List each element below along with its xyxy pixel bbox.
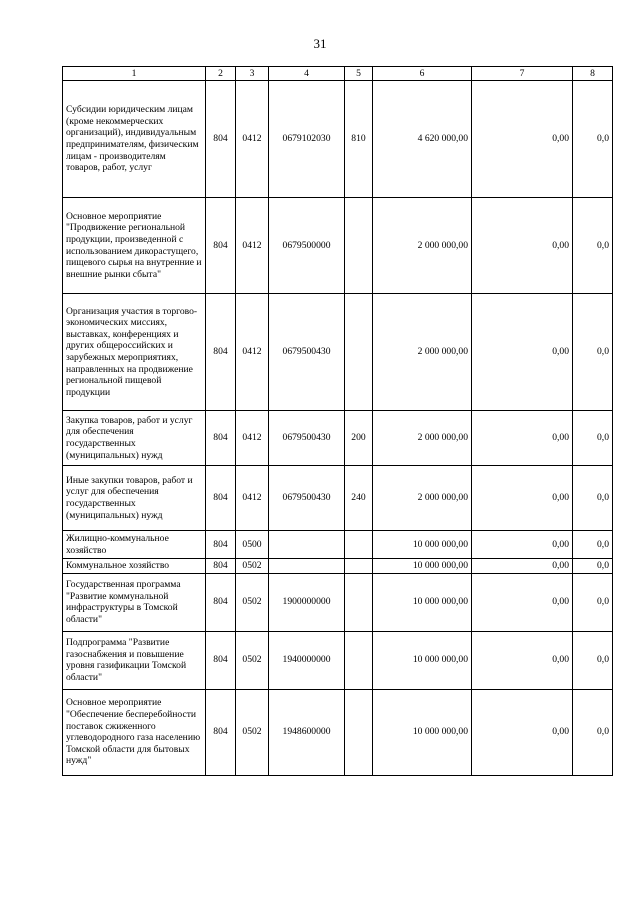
amount-cell: 0,00 xyxy=(472,631,573,689)
amount-cell: 0,00 xyxy=(472,689,573,775)
table-row xyxy=(63,631,613,689)
row-name-cell: Закупка товаров, работ и услуг для обеспечения государственных (муниципальных) нужд xyxy=(63,411,206,466)
table-row xyxy=(63,531,613,559)
ministry-code-cell: 804 xyxy=(206,466,236,531)
target-code-cell: 0679500430 xyxy=(269,294,345,411)
ministry-code-cell: 804 xyxy=(206,631,236,689)
ministry-code-cell: 804 xyxy=(206,294,236,411)
amount-cell: 10 000 000,00 xyxy=(373,573,472,631)
row-name-cell: Коммунальное хозяйство xyxy=(63,559,206,574)
header-cell: 6 xyxy=(373,67,472,81)
table-header-row xyxy=(63,67,613,81)
amount-cell: 10 000 000,00 xyxy=(373,631,472,689)
amount-cell: 0,0 xyxy=(573,689,613,775)
row-name-cell: Государственная программа "Развитие коммунальной инфраструктуры в Томской области" xyxy=(63,573,206,631)
target-code-cell: 0679500000 xyxy=(269,198,345,294)
section-code-cell: 0502 xyxy=(236,631,269,689)
table-row xyxy=(63,689,613,775)
amount-cell: 0,00 xyxy=(472,559,573,574)
header-cell: 7 xyxy=(472,67,573,81)
ministry-code-cell: 804 xyxy=(206,559,236,574)
amount-cell: 10 000 000,00 xyxy=(373,689,472,775)
section-code-cell: 0412 xyxy=(236,294,269,411)
amount-cell: 0,00 xyxy=(472,411,573,466)
expense-type-cell xyxy=(345,559,373,574)
header-cell: 5 xyxy=(345,67,373,81)
expense-type-cell xyxy=(345,573,373,631)
target-code-cell: 0679500430 xyxy=(269,411,345,466)
row-name-cell: Организация участия в торгово-экономических миссиях, выставках, конференциях и других общероссийских и зарубежных мероприятиях, направленных на продвижение региональной пищевой продукции xyxy=(63,294,206,411)
table-row xyxy=(63,81,613,198)
amount-cell: 0,00 xyxy=(472,466,573,531)
section-code-cell: 0412 xyxy=(236,81,269,198)
page-number: 31 xyxy=(313,36,327,51)
row-name-cell: Основное мероприятие "Продвижение региональной продукции, произведенной с использованием дикорастущего, пищевого сырья на внутренние и внешние рынки сбыта" xyxy=(63,198,206,294)
section-code-cell: 0412 xyxy=(236,198,269,294)
header-cell: 2 xyxy=(206,67,236,81)
ministry-code-cell: 804 xyxy=(206,689,236,775)
amount-cell: 0,00 xyxy=(472,573,573,631)
expense-type-cell xyxy=(345,294,373,411)
amount-cell: 2 000 000,00 xyxy=(373,411,472,466)
ministry-code-cell: 804 xyxy=(206,81,236,198)
expense-type-cell: 810 xyxy=(345,81,373,198)
table-row xyxy=(63,559,613,574)
amount-cell: 0,0 xyxy=(573,81,613,198)
amount-cell: 0,0 xyxy=(573,573,613,631)
header-cell: 1 xyxy=(63,67,206,81)
ministry-code-cell: 804 xyxy=(206,531,236,559)
amount-cell: 2 000 000,00 xyxy=(373,466,472,531)
amount-cell: 0,0 xyxy=(573,631,613,689)
row-name-cell: Основное мероприятие "Обеспечение бесперебойности поставок сжиженного углеводородного газа населению Томской области для бытовых нужд" xyxy=(63,689,206,775)
amount-cell: 0,00 xyxy=(472,294,573,411)
amount-cell: 10 000 000,00 xyxy=(373,531,472,559)
table-row xyxy=(63,411,613,466)
section-code-cell: 0500 xyxy=(236,531,269,559)
row-name-cell: Иные закупки товаров, работ и услуг для обеспечения государственных (муниципальных) нужд xyxy=(63,466,206,531)
header-cell: 4 xyxy=(269,67,345,81)
amount-cell: 0,0 xyxy=(573,294,613,411)
expense-type-cell xyxy=(345,689,373,775)
target-code-cell: 1940000000 xyxy=(269,631,345,689)
amount-cell: 0,00 xyxy=(472,198,573,294)
target-code-cell: 0679102030 xyxy=(269,81,345,198)
header-cell: 3 xyxy=(236,67,269,81)
amount-cell: 0,0 xyxy=(573,411,613,466)
table-row xyxy=(63,198,613,294)
amount-cell: 2 000 000,00 xyxy=(373,294,472,411)
amount-cell: 0,0 xyxy=(573,198,613,294)
section-code-cell: 0412 xyxy=(236,411,269,466)
amount-cell: 0,00 xyxy=(472,531,573,559)
expense-type-cell xyxy=(345,198,373,294)
target-code-cell: 1948600000 xyxy=(269,689,345,775)
amount-cell: 0,00 xyxy=(472,81,573,198)
section-code-cell: 0502 xyxy=(236,573,269,631)
target-code-cell: 0679500430 xyxy=(269,466,345,531)
budget-table xyxy=(62,66,613,776)
table-row xyxy=(63,573,613,631)
amount-cell: 10 000 000,00 xyxy=(373,559,472,574)
ministry-code-cell: 804 xyxy=(206,573,236,631)
expense-type-cell: 200 xyxy=(345,411,373,466)
expense-type-cell xyxy=(345,631,373,689)
ministry-code-cell: 804 xyxy=(206,411,236,466)
row-name-cell: Подпрограмма "Развитие газоснабжения и повышение уровня газификации Томской области" xyxy=(63,631,206,689)
target-code-cell: 1900000000 xyxy=(269,573,345,631)
amount-cell: 2 000 000,00 xyxy=(373,198,472,294)
ministry-code-cell: 804 xyxy=(206,198,236,294)
row-name-cell: Жилищно-коммунальное хозяйство xyxy=(63,531,206,559)
amount-cell: 4 620 000,00 xyxy=(373,81,472,198)
target-code-cell xyxy=(269,559,345,574)
table-row xyxy=(63,294,613,411)
expense-type-cell xyxy=(345,531,373,559)
amount-cell: 0,0 xyxy=(573,559,613,574)
header-cell: 8 xyxy=(573,67,613,81)
section-code-cell: 0412 xyxy=(236,466,269,531)
row-name-cell: Субсидии юридическим лицам (кроме некоммерческих организаций), индивидуальным предпринимателям, физическим лицам - производителям товаров, работ, услуг xyxy=(63,81,206,198)
table-row xyxy=(63,466,613,531)
amount-cell: 0,0 xyxy=(573,466,613,531)
section-code-cell: 0502 xyxy=(236,559,269,574)
section-code-cell: 0502 xyxy=(236,689,269,775)
expense-type-cell: 240 xyxy=(345,466,373,531)
amount-cell: 0,0 xyxy=(573,531,613,559)
target-code-cell xyxy=(269,531,345,559)
